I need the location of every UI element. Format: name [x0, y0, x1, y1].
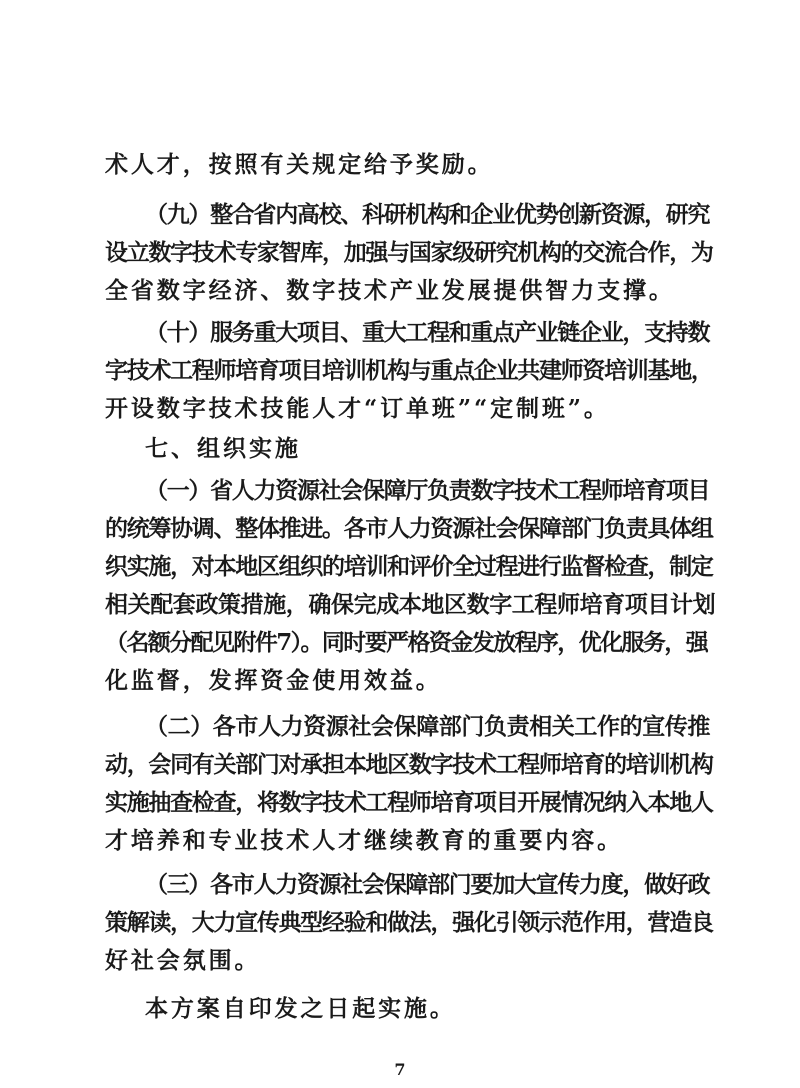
text-line: 字技术工程师培育项目培训机构与重点企业共建师资培训基地，: [105, 357, 713, 384]
text-line: 好社会氛围。: [105, 947, 261, 974]
text-line: （三）各市人力资源社会保障部门要加大宣传力度，做好政: [145, 871, 710, 898]
text-line: （名额分配见附件7）。同时要严格资金发放程序，优化服务，强: [105, 629, 708, 656]
text-line: 开设数字技术技能人才“订单班”“定制班”。: [105, 395, 610, 422]
text-line: 全省数字经济、数字技术产业发展提供智力支撑。: [105, 277, 675, 304]
page-number: 7: [394, 1060, 406, 1079]
text-line: 化监督，发挥资金使用效益。: [105, 667, 442, 694]
text-line: 织实施，对本地区组织的培训和评价全过程进行监督检查，制定: [105, 553, 713, 580]
text-line: （九）整合省内高校、科研机构和企业优势创新资源，研究: [145, 201, 710, 228]
section-heading: 七、组织实施: [145, 436, 301, 462]
text-line: 设立数字技术专家智库，加强与国家级研究机构的交流合作，为: [105, 239, 713, 266]
text-line: 策解读，大力宣传典型经验和做法，强化引领示范作用，营造良: [105, 909, 713, 936]
text-line: （二）各市人力资源社会保障部门负责相关工作的宣传推: [145, 713, 711, 740]
text-line: 本方案自印发之日起实施。: [145, 995, 456, 1022]
text-line: 术人才，按照有关规定给予奖励。: [105, 151, 494, 178]
text-line: （一）省人力资源社会保障厅负责数字技术工程师培育项目: [145, 477, 710, 504]
text-line: 才培养和专业技术人才继续教育的重要内容。: [105, 827, 623, 854]
text-line: 相关配套政策措施，确保完成本地区数字工程师培育项目计划: [105, 591, 716, 618]
text-line: 的统筹协调、整体推进。各市人力资源社会保障部门负责具体组: [105, 515, 713, 542]
text-line: （十）服务重大项目、重大工程和重点产业链企业，支持数: [145, 319, 710, 346]
text-line: 实施抽查检查，将数字技术工程师培育项目开展情况纳入本地人: [105, 789, 713, 816]
text-line: 动，会同有关部门对承担本地区数字技术工程师培育的培训机构: [105, 751, 713, 778]
